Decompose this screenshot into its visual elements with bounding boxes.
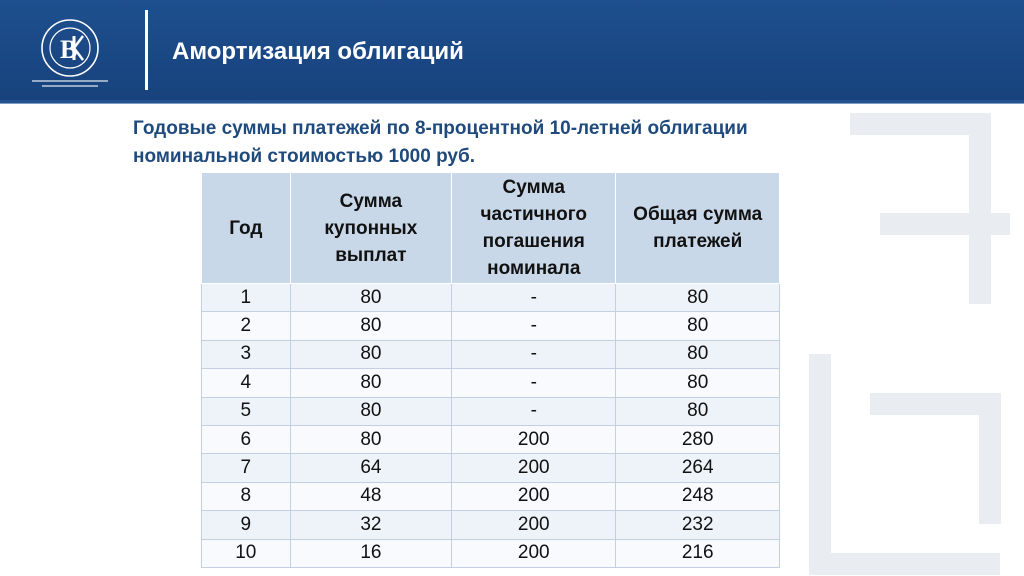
header-partial-redemption (452, 173, 616, 284)
cell-redemption: 200 (452, 539, 616, 567)
table-caption (133, 115, 833, 171)
cell-coupon: 80 (290, 397, 452, 425)
cell-redemption: - (452, 369, 616, 397)
cell-total: 232 (616, 511, 780, 539)
cell-coupon: 48 (290, 482, 452, 510)
cell-coupon: 80 (290, 284, 452, 312)
cell-total: 80 (616, 284, 780, 312)
cell-total: 280 (616, 425, 780, 453)
cell-redemption: - (452, 312, 616, 340)
cell-redemption: 200 (452, 454, 616, 482)
cell-total: 264 (616, 454, 780, 482)
table-row (202, 425, 780, 453)
cell-year: 6 (202, 425, 291, 453)
header-year (202, 173, 291, 284)
cell-total: 80 (616, 340, 780, 368)
table-row (202, 284, 780, 312)
cell-coupon: 80 (290, 312, 452, 340)
cell-redemption: - (452, 340, 616, 368)
table-row (202, 511, 780, 539)
payments-table (201, 172, 780, 568)
cell-year: 4 (202, 369, 291, 397)
cell-year: 9 (202, 511, 291, 539)
cell-year: 10 (202, 539, 291, 567)
cell-coupon: 32 (290, 511, 452, 539)
cell-year: 7 (202, 454, 291, 482)
caption-line-1: Годовые суммы платежей по 8-процентной 10-летней облигации (133, 118, 748, 139)
header-line: платежей (653, 231, 743, 252)
cell-redemption: 200 (452, 511, 616, 539)
cell-total: 80 (616, 369, 780, 397)
table-row (202, 369, 780, 397)
cell-year: 5 (202, 397, 291, 425)
cell-total: 80 (616, 312, 780, 340)
table-row (202, 454, 780, 482)
header-coupon-payments (290, 173, 452, 284)
cell-coupon: 16 (290, 539, 452, 567)
header-line: частичного (480, 204, 588, 225)
header-bar (0, 0, 1024, 103)
table-row (202, 312, 780, 340)
cell-redemption: - (452, 284, 616, 312)
cell-coupon: 80 (290, 425, 452, 453)
table-row (202, 340, 780, 368)
cell-year: 2 (202, 312, 291, 340)
cell-total: 80 (616, 397, 780, 425)
table-row (202, 397, 780, 425)
header-line: погашения (482, 231, 585, 252)
header-line: Сумма (339, 190, 403, 212)
svg-text:В: В (60, 35, 78, 64)
table-body (202, 284, 780, 568)
cell-year: 3 (202, 340, 291, 368)
cell-coupon: 64 (290, 454, 452, 482)
header-line: купонных (324, 217, 418, 239)
cell-total: 248 (616, 482, 780, 510)
cell-redemption: 200 (452, 425, 616, 453)
caption-line-2: номинальной стоимостью 1000 руб. (133, 146, 476, 167)
cell-coupon: 80 (290, 369, 452, 397)
header-line: Общая сумма (633, 204, 763, 225)
header-line: номинала (487, 258, 581, 279)
page-title: Амортизация облигаций (172, 38, 464, 65)
cell-coupon: 80 (290, 340, 452, 368)
cell-total: 216 (616, 539, 780, 567)
header-year-line: Год (229, 217, 263, 239)
header-line: Сумма (502, 177, 565, 198)
cell-redemption: - (452, 397, 616, 425)
table-row (202, 482, 780, 510)
cell-year: 1 (202, 284, 291, 312)
header-line: выплат (335, 244, 407, 266)
cell-redemption: 200 (452, 482, 616, 510)
university-logo (30, 14, 110, 90)
header-total-payments (616, 173, 780, 284)
table-header-row (202, 173, 780, 284)
cell-year: 8 (202, 482, 291, 510)
table-row (202, 539, 780, 567)
header-divider (145, 10, 148, 90)
